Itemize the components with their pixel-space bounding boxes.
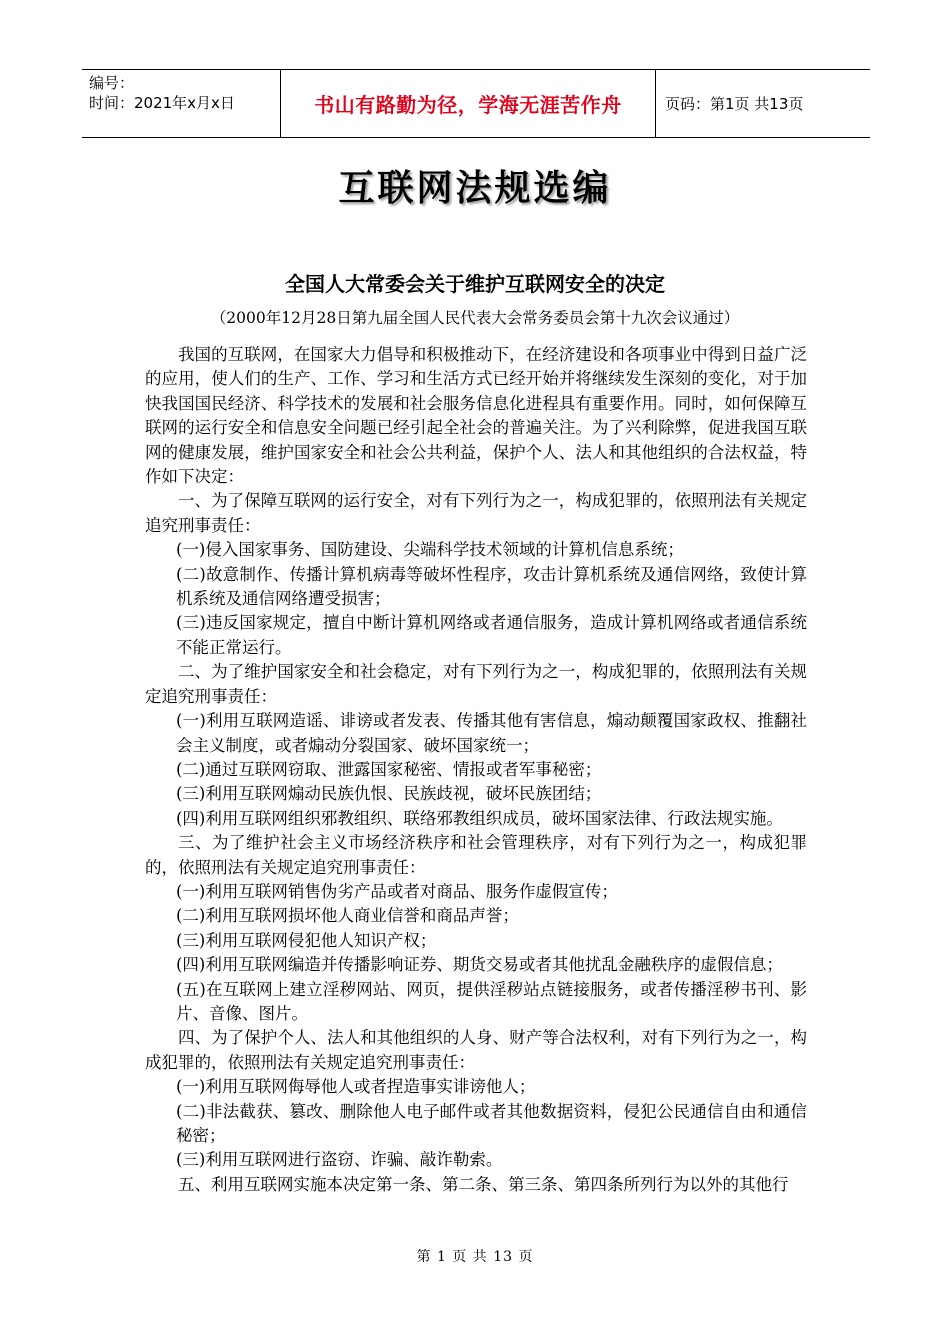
header-motto: 书山有路勤为径，学海无涯苦作舟 (280, 70, 656, 137)
serial-label: 编号： (89, 74, 135, 92)
list-item: (二)故意制作、传播计算机病毒等破坏性程序，攻击计算机系统及通信网络，致使计算机系统及通信网络遭受损害； (176, 564, 807, 609)
paragraph-preamble: 我国的互联网，在国家大力倡导和积极推动下，在经济建设和各项事业中得到日益广泛的应用，使人们的生产、工作、学习和生活方式已经开始并将继续发生深刻的变化，对于加快我国国民经济、科学技术的发展和社会服务信息化进程具有重要作用。同时，如何保障互联网的运行安全和信息安全问题已经引起全社会的普遍关注。为了兴利除弊，促进我国互联网的健康发展，维护国家安全和社会公共利益，保护个人、法人和其他组织的合法权益，特作如下决定： (145, 345, 807, 487)
list-item: (二)利用互联网损坏他人商业信誉和商品声誉； (176, 906, 519, 926)
time-label: 时间：2021年x月x日 (89, 94, 235, 112)
page-footer: 第 1 页 共 13 页 (416, 1249, 534, 1265)
list-item: (二)通过互联网窃取、泄露国家秘密、情报或者军事秘密； (176, 759, 602, 779)
article-1: 一、为了保障互联网的运行安全，对有下列行为之一，构成犯罪的，依照刑法有关规定追究刑事责任： (145, 491, 807, 535)
list-item: (一)利用互联网侮辱他人或者捏造事实诽谤他人； (176, 1077, 536, 1097)
header-page-info: 页码：第1页 共13页 (665, 95, 804, 113)
list-item: (五)在互联网上建立淫秽网站、网页，提供淫秽站点链接服务，或者传播淫秽书刊、影片、音像、图片。 (176, 979, 807, 1023)
list-item: (一)侵入国家事务、国防建设、尖端科学技术领域的计算机信息系统； (176, 540, 684, 560)
document-body (145, 343, 807, 1197)
list-item: (三)利用互联网煽动民族仇恨、民族歧视，破坏民族团结； (176, 784, 602, 804)
article-3: 三、为了维护社会主义市场经济秩序和社会管理秩序，对有下列行为之一，构成犯罪的，依照刑法有关规定追究刑事责任： (145, 833, 807, 877)
article-2: 二、为了维护国家安全和社会稳定，对有下列行为之一，构成犯罪的，依照刑法有关规定追究刑事责任： (145, 662, 807, 706)
passed-note: （2000年12月28日第九届全国人民代表大会常务委员会第十九次会议通过） (210, 309, 740, 327)
list-item: (三)利用互联网侵犯他人知识产权； (176, 930, 437, 950)
header-meta (82, 70, 280, 137)
list-item: (三)利用互联网进行盗窃、诈骗、敲诈勒索。 (176, 1150, 503, 1170)
article-4: 四、为了保护个人、法人和其他组织的人身、财产等合法权利，对有下列行为之一，构成犯罪的，依照刑法有关规定追究刑事责任： (145, 1028, 807, 1072)
law-title: 全国人大常委会关于维护互联网安全的决定 (285, 272, 665, 296)
list-item: (四)利用互联网编造并传播影响证券、期货交易或者其他扰乱金融秩序的虚假信息； (176, 955, 783, 975)
page-header (82, 69, 870, 138)
article-5: 五、利用互联网实施本决定第一条、第二条、第三条、第四条所列行为以外的其他行 (178, 1174, 789, 1194)
list-item: (一)利用互联网销售伪劣产品或者对商品、服务作虚假宣传； (176, 881, 618, 901)
document-title: 互联网法规选编 (338, 168, 612, 209)
list-item: (四)利用互联网组织邪教组织、联络邪教组织成员，破坏国家法律、行政法规实施。 (176, 808, 783, 828)
list-item: (一)利用互联网造谣、诽谤或者发表、传播其他有害信息，煽动颠覆国家政权、推翻社会主义制度，或者煽动分裂国家、破坏国家统一； (176, 711, 807, 755)
list-item: (三)违反国家规定，擅自中断计算机网络或者通信服务，造成计算机网络或者通信系统不能正常运行。 (176, 613, 807, 657)
list-item: (二)非法截获、篡改、删除他人电子邮件或者其他数据资料，侵犯公民通信自由和通信秘密； (176, 1101, 807, 1145)
